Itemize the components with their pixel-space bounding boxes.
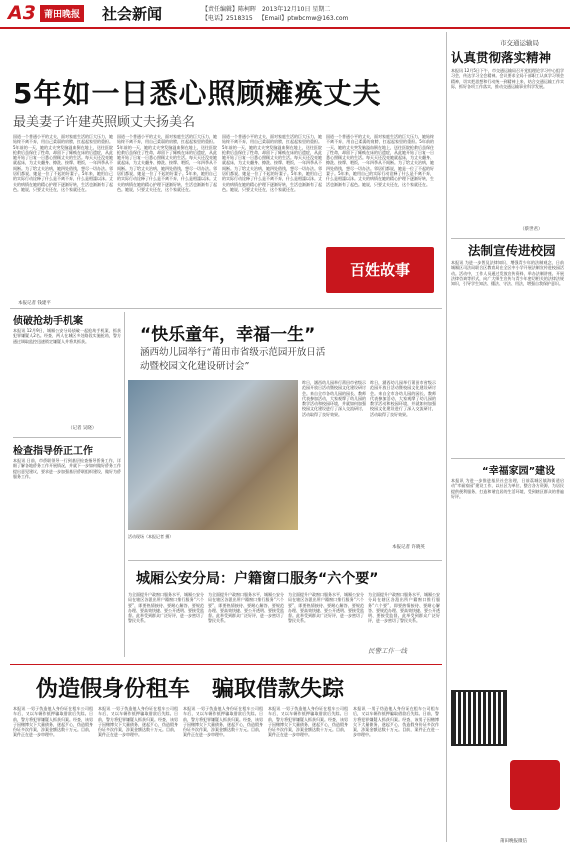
fake-id-body-col5: 本报讯 一男子伪造他人身份证在租车公司租车后，又以车辆作抵押骗取借款后失踪。日前，警方将犯罪嫌疑人抓获归案。经查，该男子因赌博欠下大量债务，遂起歹心，伪造假身份证多次作案，涉案金额达数十万元。目前，案件正在进一步审理中。 [353,706,439,738]
main-body-col2: 国道一个普通小平的丈夫，面对家庭生活的巨大压力，她始终不离不弃，用自己柔弱的肩膀，扛起起家里的重担。5年前的一天，她的丈夫突发脑溢血倒在地上，送往医院抢救后虽保住了性命，却留下了瘫痪在床的后遗症，从此她开始了日复一日悉心照顾丈夫的生活。每天天还没亮她就起床，为丈夫翻身、擦洗、按摩、喂饭，一年四季从不间断。为了给丈夫治病，她四处借钱，想尽一切办法。邻居们都说，她是一位了不起的好妻子。5年来，她用自己的实际行动诠释了什么是不离不弃，什么是相濡以沫。丈夫的病情在她的精心护理下逐渐好转，生活也渐渐有了起色。她说，只要丈夫还在，这个家就还在。 [117,134,217,192]
brief2-body: 本报讯 日前，市侨联领导一行到基层检查指导侨务工作，详细了解各地侨务工作开展情况，并就下一步如何做好侨务工作提出意见建议，要求进一步加强基层侨联组织建设，做好为侨服务工作。 [13,458,121,479]
story-logo-text: 百姓故事 [349,261,410,279]
police-body-col1: 为全面提升户政窗口服务水平，城厢公安分局在辖区各派出所户籍窗口推行服务“六个要”，即要热情接待、要耐心解答、要规范办理、要高效快捷、要公开透明、要接受监督。此举受到群众广泛好评，进一步密切了警民关系。 [128,592,204,624]
police-footer-label: 民警工作一线 [368,647,407,655]
main-title: 5年如一日悉心照顾瘫痪丈夫 [13,77,382,110]
kindergarten-body-col1: 昨日，涵西幼儿园举行莆田市省级示范园开放日活动暨校园文化建设研讨会。来自全市各幼儿园的园长、教师代表参加活动，大家观摩了幼儿园的教学活动和校园环境，并就如何加强校园文化建设进行了深入交流研讨，活动取得了良好效果。 [302,380,366,417]
right-divider-2 [451,458,565,459]
masthead [0,0,570,30]
main-body-col1: 国道一个普通小平的丈夫，面对家庭生活的巨大压力，她始终不离不弃，用自己柔弱的肩膀，扛起起家里的重担。5年前的一天，她的丈夫突发脑溢血倒在地上，送往医院抢救后虽保住了性命，却留下了瘫痪在床的后遗症，从此她开始了日复一日悉心照顾丈夫的生活。每天天还没亮她就起床，为丈夫翻身、擦洗、按摩、喂饭，一年四季从不间断。为了给丈夫治病，她四处借钱，想尽一切办法。邻居们都说，她是一位了不起的好妻子。5年来，她用自己的实际行动诠释了什么是不离不弃，什么是相濡以沫。丈夫的病情在她的精心护理下逐渐好转，生活也渐渐有了起色。她说，只要丈夫还在，这个家就还在。 [13,134,113,192]
right-top-label: 市交通运输局 [500,39,539,47]
kindergarten-photo [128,380,298,530]
brief-divider [13,437,121,438]
paper-logo: 莆田晚报 [40,5,84,22]
masthead-rule [0,27,570,29]
fake-id-title: 伪造假身份租车 骗取借款失踪 [36,677,345,702]
right-top-title: 认真贯彻落实精神 [451,50,552,65]
kindergarten-subtitle-2: 动暨校园文化建设研讨会” [140,361,250,372]
brief1-title: 侦破抢劫手机案 [13,316,83,327]
police-body-col3: 为全面提升户政窗口服务水平，城厢公安分局在辖区各派出所户籍窗口推行服务“六个要”，即要热情接待、要耐心解答、要规范办理、要高效快捷、要公开透明、要接受监督。此举受到群众广泛好评，进一步密切了警民关系。 [288,592,364,624]
date: 2013年12月10日 星期二 [261,6,331,13]
brief1-body: 本报讯 12月9日，城厢公安分局侦破一起抢劫手机案，抓获犯罪嫌疑人2名。经查，两人在城区多处路段实施抢劫，警方通过调取监控迅速锁定嫌疑人并将其抓获。 [13,328,121,344]
kindergarten-author: 本报记者 许晓英 [392,545,425,550]
kindergarten-photo-caption: 活动现场（本报记者 摄） [128,534,174,539]
kindergarten-subtitle-1: 涵西幼儿园举行“莆田市省级示范园开放日活 [140,347,326,358]
main-reporter: 本报记者 钱建平 [18,301,51,306]
editor: 【责任编辑】陈柯晖 [202,6,257,13]
police-body-col4: 为全面提升户政窗口服务水平，城厢公安分局在辖区各派出所户籍窗口推行服务“六个要”，即要热情接待、要耐心解答、要规范办理、要高效快捷、要公开透明、要接受监督。此举受到群众广泛好评，进一步密切了警民关系。 [368,592,440,624]
right-column-divider [446,32,447,842]
fake-id-body-col2: 本报讯 一男子伪造他人身份证在租车公司租车后，又以车辆作抵押骗取借款后失踪。日前，警方将犯罪嫌疑人抓获归案。经查，该男子因赌博欠下大量债务，遂起歹心，伪造假身份证多次作案，涉案金额达数十万元。目前，案件正在进一步审理中。 [98,706,178,738]
contact-info [202,13,348,22]
happy-home-title: “幸福家园”建设 [482,466,556,477]
law-body: 本报讯 为进一步普及法律知识，增强青少年的法制观念，日前城厢区司法局联合区教育局在全区中小学开展法制宣传进校园活动。活动中，工作人员通过发放宣传资料、举办法制讲座、开展法律咨询等形式，向广大师生宣传与青少年密切相关的法律法规知识，引导学生知法、懂法、守法、用法，增强自我保护意识。 [451,260,564,287]
right-top-author: （蔡世君） [520,227,543,232]
brief2-title: 检查指导侨正工作 [13,446,93,457]
page-code: A3 [8,2,36,24]
kindergarten-title: “快乐童年，幸福一生” [140,325,316,345]
main-body-col4: 国道一个普通小平的丈夫，面对家庭生活的巨大压力，她始终不离不弃，用自己柔弱的肩膀，扛起起家里的重担。5年前的一天，她的丈夫突发脑溢血倒在地上，送往医院抢救后虽保住了性命，却留下了瘫痪在床的后遗症，从此她开始了日复一日悉心照顾丈夫的生活。每天天还没亮她就起床，为丈夫翻身、擦洗、按摩、喂饭，一年四季从不间断。为了给丈夫治病，她四处借钱，想尽一切办法。邻居们都说，她是一位了不起的好妻子。5年来，她用自己的实际行动诠释了什么是不离不弃，什么是相濡以沫。丈夫的病情在她的精心护理下逐渐好转，生活也渐渐有了起色。她说，只要丈夫还在，这个家就还在。 [326,134,434,187]
qr-badge [510,760,560,810]
brief1-author: （记者 吴晓） [68,426,97,431]
story-logo [326,247,434,293]
qr-code [451,690,507,746]
fake-id-body-col1: 本报讯 一男子伪造他人身份证在租车公司租车后，又以车辆作抵押骗取借款后失踪。日前，警方将犯罪嫌疑人抓获归案。经查，该男子因赌博欠下大量债务，遂起歹心，伪造假身份证多次作案，涉案金额达数十万元。目前，案件正在进一步审理中。 [13,706,93,738]
editor-info [202,4,330,13]
happy-home-body: 本报讯 为进一步推进基层社会治理，日前荔城区镇海街道启动“幸福家园”建设工作，以社区为单位，整合各方资源，为居民提供便利服务，打造和谐宜居的生活环境，受到辖区群众的普遍好评。 [451,478,564,499]
email: 【Email】ptwbcmw@163.com [258,15,349,22]
right-divider-1 [451,238,565,239]
main-bottom-divider [10,308,442,309]
phone: 【电话】2518315 [202,15,253,22]
middle-left-divider [124,312,125,657]
bottom-section-rule [10,664,442,665]
fake-id-body-col3: 本报讯 一男子伪造他人身份证在租车公司租车后，又以车辆作抵押骗取借款后失踪。日前，警方将犯罪嫌疑人抓获归案。经查，该男子因赌博欠下大量债务，遂起歹心，伪造假身份证多次作案，涉案金额达数十万元。目前，案件正在进一步审理中。 [183,706,263,738]
police-body-col2: 为全面提升户政窗口服务水平，城厢公安分局在辖区各派出所户籍窗口推行服务“六个要”，即要热情接待、要耐心解答、要规范办理、要高效快捷、要公开透明、要接受监督。此举受到群众广泛好评，进一步密切了警民关系。 [208,592,284,624]
main-subtitle: 最美妻子许建英照顾丈夫扬美名 [13,115,196,130]
fake-id-body-col4: 本报讯 一男子伪造他人身份证在租车公司租车后，又以车辆作抵押骗取借款后失踪。日前，警方将犯罪嫌疑人抓获归案。经查，该男子因赌博欠下大量债务，遂起歹心，伪造假身份证多次作案，涉案金额达数十万元。目前，案件正在进一步审理中。 [268,706,348,738]
qr-caption: 莆田晚报微信 [500,839,527,844]
kindergarten-body-col2: 昨日，涵西幼儿园举行莆田市省级示范园开放日活动暨校园文化建设研讨会。来自全市各幼儿园的园长、教师代表参加活动，大家观摩了幼儿园的教学活动和校园环境，并就如何加强校园文化建设进行了深入交流研讨，活动取得了良好效果。 [370,380,436,417]
kindergarten-bottom-divider [128,560,442,561]
main-body-col3: 国道一个普通小平的丈夫，面对家庭生活的巨大压力，她始终不离不弃，用自己柔弱的肩膀，扛起起家里的重担。5年前的一天，她的丈夫突发脑溢血倒在地上，送往医院抢救后虽保住了性命，却留下了瘫痪在床的后遗症，从此她开始了日复一日悉心照顾丈夫的生活。每天天还没亮她就起床，为丈夫翻身、擦洗、按摩、喂饭，一年四季从不间断。为了给丈夫治病，她四处借钱，想尽一切办法。邻居们都说，她是一位了不起的好妻子。5年来，她用自己的实际行动诠释了什么是不离不弃，什么是相濡以沫。丈夫的病情在她的精心护理下逐渐好转，生活也渐渐有了起色。她说，只要丈夫还在，这个家就还在。 [222,134,322,192]
law-title: 法制宣传进校园 [468,243,556,258]
section-title: 社会新闻 [102,5,163,23]
police-title: 城厢公安分局：户籍窗口服务“六个要” [136,571,379,587]
right-top-body: 本报讯 12月5日下午，市交通运输局召开党组理论学习中心组学习会，传达学习全会精神。会议要求全局干部职工认真学习领会精神，切实把思想和行动统一到精神上来，结合交通运输工作实际，抓好各项工作落实，推动交通运输事业科学发展。 [451,68,564,89]
